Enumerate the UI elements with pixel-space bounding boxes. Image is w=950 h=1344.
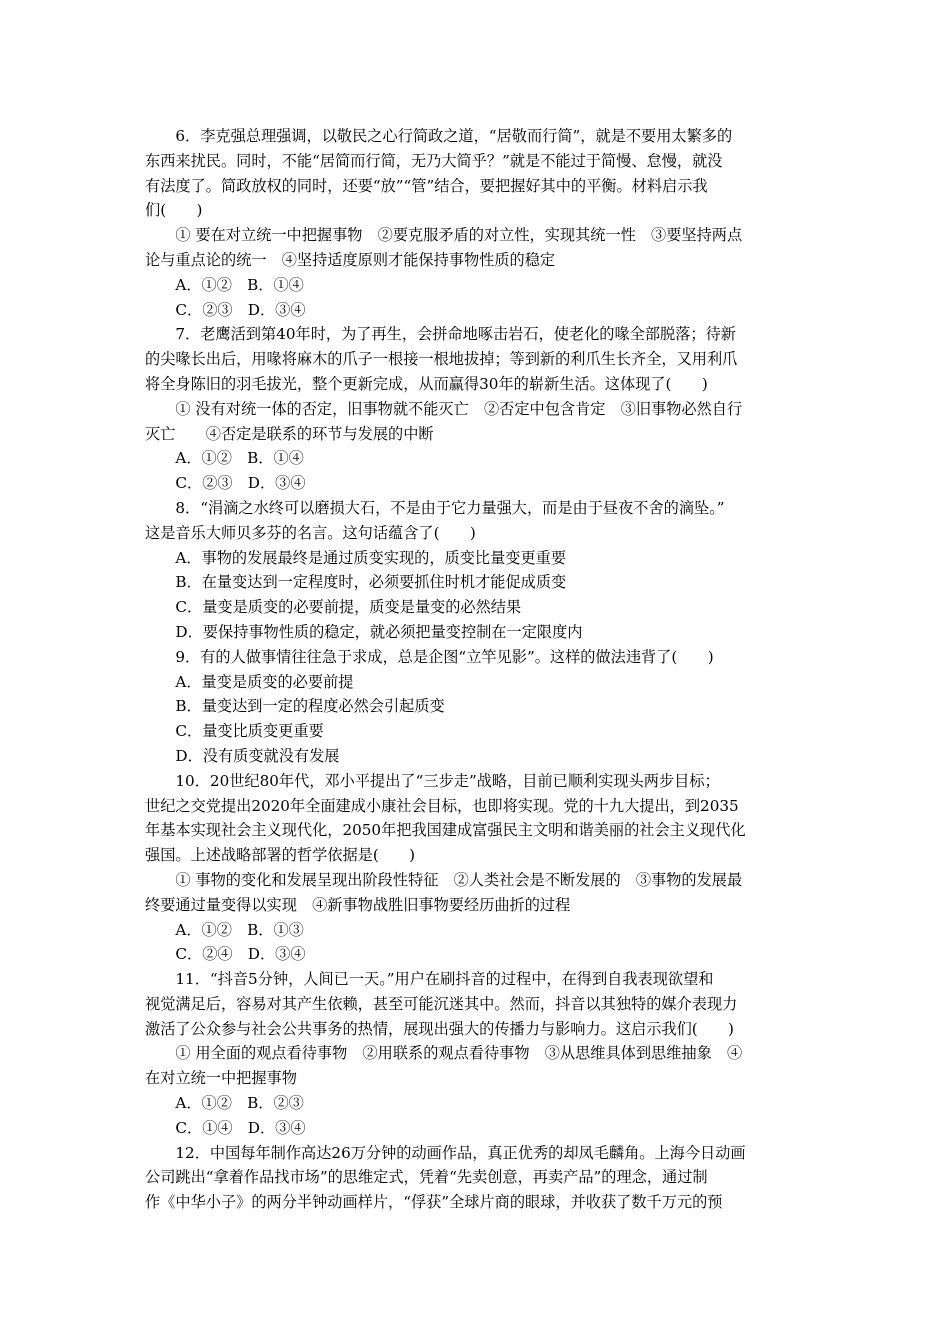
- text-line: C．②③ D．③④: [175, 474, 306, 493]
- text-line: A．事物的发展最终是通过质变实现的，质变比量变更重要: [175, 548, 567, 567]
- text-line: B．在量变达到一定程度时，必须要抓住时机才能促成质变: [175, 573, 567, 592]
- text-line: 8．“涓滴之水终可以磨损大石，不是由于它力量强大，而是由于昼夜不舍的滴坠。”: [175, 498, 725, 517]
- text-line: 灭亡 ④否定是联系的环节与发展的中断: [145, 424, 434, 443]
- text-line: 7．老鹰活到第40年时，为了再生，会拼命地啄击岩石，使老化的喙全部脱落；待新: [175, 325, 736, 344]
- text-line: D．要保持事物性质的稳定，就必须把量变控制在一定限度内: [175, 622, 583, 641]
- text-line: C．①④ D．③④: [175, 1118, 306, 1137]
- text-line: 9．有的人做事情往往急于求成，总是企图“立竿见影”。这样的做法违背了( ): [175, 647, 714, 666]
- text-line: A．①② B．①④: [175, 275, 304, 294]
- text-line: 强国。上述战略部署的哲学依据是( ): [145, 846, 416, 865]
- text-line: 公司跳出“拿着作品找市场”的思维定式，凭着“先卖创意，再卖产品”的理念，通过制: [145, 1168, 708, 1187]
- text-line: C．②④ D．③④: [175, 945, 306, 964]
- text-line: 世纪之交党提出2020年全面建成小康社会目标，也即将实现。党的十九大提出，到2035: [145, 796, 739, 815]
- text-line: 有法度了。简政放权的同时，还要“放”“管”结合，要把握好其中的平衡。材料启示我: [145, 176, 708, 195]
- text-line: ① 用全面的观点看待事物 ②用联系的观点看待事物 ③从思维具体到思维抽象 ④: [175, 1044, 743, 1063]
- document-page: [145, 124, 807, 1215]
- text-line: 作《中华小子》的两分半钟动画样片，“俘获”全球片商的眼球，并收获了数千万元的预: [145, 1193, 723, 1212]
- text-line: A．①② B．①③: [175, 920, 304, 939]
- text-line: 激活了公众参与社会公共事务的热情，展现出强大的传播力与影响力。这启示我们( ): [145, 1019, 734, 1038]
- text-line: 年基本实现社会主义现代化，2050年把我国建成富强民主文明和谐美丽的社会主义现代化: [145, 821, 746, 840]
- text-line: 11．“抖音5分钟，人间已一天。”用户在刷抖音的过程中，在得到自我表现欲望和: [175, 970, 714, 989]
- text-line: ① 没有对统一体的否定，旧事物就不能灭亡 ②否定中包含肯定 ③旧事物必然自行: [175, 399, 743, 418]
- text-line: A．量变是质变的必要前提: [175, 672, 354, 691]
- text-line: 这是音乐大师贝多芬的名言。这句话蕴含了( ): [145, 523, 476, 542]
- text-line: ① 要在对立统一中把握事物 ②要克服矛盾的对立性，实现其统一性 ③要坚持两点: [175, 226, 743, 245]
- text-line: B．量变达到一定的程度必然会引起质变: [175, 697, 445, 716]
- text-line: 视觉满足后，容易对其产生依赖，甚至可能沉迷其中。然而，抖音以其独特的媒介表现力: [145, 994, 738, 1013]
- text-line: 将全身陈旧的羽毛拔光，整个更新完成，从而赢得30年的崭新生活。这体现了( ): [145, 374, 708, 393]
- text-line: A．①② B．②③: [175, 1094, 304, 1113]
- text-line: A．①② B．①④: [175, 449, 304, 468]
- text-line: 6．李克强总理强调，以敬民之心行简政之道，“居敬而行简”，就是不要用太繁多的: [175, 127, 733, 145]
- text-line: 10．20世纪80年代，邓小平提出了“三步走”战略，目前已顺利实现头两步目标；: [175, 771, 720, 790]
- text-line: C．量变是质变的必要前提，质变是量变的必然结果: [175, 598, 522, 617]
- text-line: C．②③ D．③④: [175, 300, 306, 319]
- text-line: 论与重点论的统一 ④坚持适度原则才能保持事物性质的稳定: [145, 250, 556, 269]
- text-line: 在对立统一中把握事物: [145, 1069, 297, 1088]
- text-line: 们( ): [145, 201, 203, 220]
- text-line: C．量变比质变更重要: [175, 722, 324, 741]
- text-line: 东西来扰民。同时，不能“居简而行简，无乃大简乎？”就是不能过于简慢、怠慢，就没: [145, 151, 723, 170]
- text-line: D．没有质变就没有发展: [175, 746, 340, 765]
- text-line: 12．中国每年制作高达26万分钟的动画作品，真正优秀的却凤毛麟角。上海今日动画: [175, 1143, 746, 1162]
- text-line: ① 事物的变化和发展呈现出阶段性特征 ②人类社会是不断发展的 ③事物的发展最: [175, 870, 743, 889]
- text-line: 的尖喙长出后，用喙将麻木的爪子一根接一根地拔掉；等到新的利爪生长齐全，又用利爪: [145, 350, 738, 369]
- text-line: 终要通过量变得以实现 ④新事物战胜旧事物要经历曲折的过程: [145, 895, 571, 914]
